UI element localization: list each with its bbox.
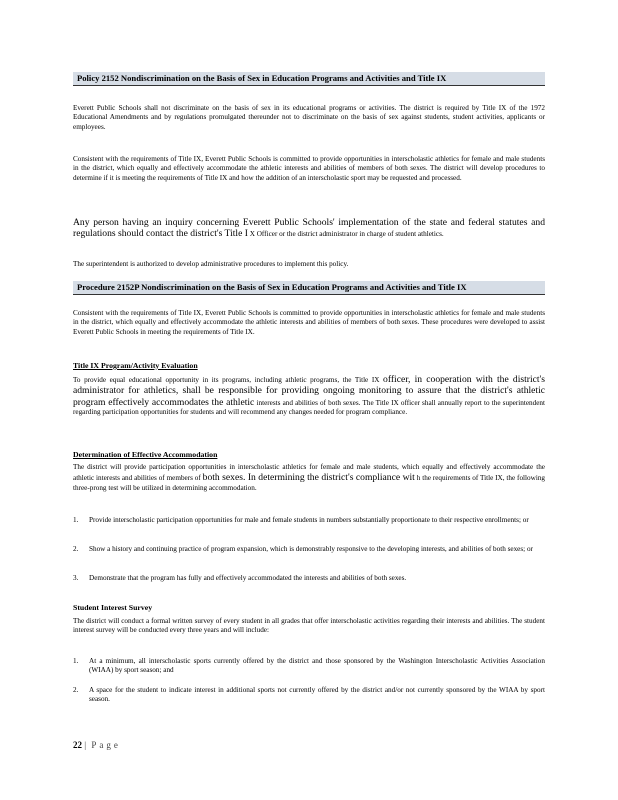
evaluation-text-large: officer, in cooperation with the district's administrator for athletics, shall be responsible for providing ongoing monitoring to assure that the district's athletic program effectively accommodates the athletic [73,374,546,408]
accommodation-text-small-1: The district will provide participation opportunities in interscholastic athletics for female and male students, which equally and effectively accommodate the athletic interests and abilities of members of [73,463,545,483]
list-number: 2. [73,686,79,694]
procedure-header: Procedure 2152P Nondiscrimination on the Basis of Sex in Education Programs and Activities and Title IX [73,281,545,295]
list-text: At a minimum, all interscholastic sports currently offered by the district and those sponsored by the Washington Interscholastic Activities Association (WIAA) by sport season; and [89,657,545,675]
survey-paragraph: The district will conduct a formal written survey of every student in all grades that offer interscholastic activities regarding their interests and abilities. The student interest survey will be conducted every three years and will include: [73,617,545,635]
accommodation-paragraph [73,463,545,493]
evaluation-paragraph [73,374,545,418]
policy-contact-text-small: X Officer or the district administrator in charge of student athletics. [249,230,444,239]
list-text: Provide interscholastic participation opportunities for male and female students in numbers substantially proportionate to their respective enrollments; or [89,516,529,524]
survey-heading: Student Interest Survey [73,603,153,612]
policy-paragraph-2: Consistent with the requirements of Title IX, Everett Public Schools is committed to provide opportunities in interscholastic athletics for female and male students in the district, which equally and effectively accommodate the athletic interests and abilities of members of both sexes. The district will develop procedures to determine if it is meeting the requirements of Title IX and how the addition of an interscholastic sport may be requested and processed. [73,155,545,182]
accommodation-text-large: both sexes. In determining the district's compliance wit [202,472,415,484]
policy-contact-text: Any person having an inquiry concerning Everett Public Schools' implementation of the state and federal statutes and regulations should contact the district's Title I [73,217,545,240]
list-text: A space for the student to indicate interest in additional sports not currently offered by the district and/or not currently sponsored by the WIAA by sport season. [89,686,545,704]
list-number: 1. [73,657,79,665]
policy-paragraph-4: The superintendent is authorized to develop administrative procedures to implement this policy. [73,260,349,268]
list-number: 2. [73,545,79,553]
accommodation-heading: Determination of Effective Accommodation [73,450,218,459]
policy-paragraph-1: Everett Public Schools shall not discriminate on the basis of sex in its educational programs or activities. The district is required by Title IX of the 1972 Educational Amendments and by regulations promulgated thereunder not to discriminate on the basis of sex against students, student activities, applicants or employees. [73,104,545,131]
list-text: Demonstrate that the program has fully and effectively accommodated the interests and abilities of both sexes. [89,574,407,582]
page-number: 22 [73,740,82,750]
policy-header: Policy 2152 Nondiscrimination on the Basis of Sex in Education Programs and Activities and Title IX [73,72,545,86]
procedure-paragraph-1: Consistent with the requirements of Title IX, Everett Public Schools is committed to provide opportunities in interscholastic athletics for female and male students in the district, which equally and effectively accommodate the athletic interests and abilities of members of both sexes. These procedures were developed to assist Everett Public Schools in meeting the requirements of Title IX. [73,309,545,336]
evaluation-heading: Title IX Program/Activity Evaluation [73,361,198,370]
policy-paragraph-3 [73,217,545,240]
footer-separator: | [84,740,90,750]
accommodation-text-small-2: h the requirements of Title IX, the following three-prong test will be utilized in determining accommodation. [73,474,546,492]
list-number: 3. [73,574,79,582]
list-text: Show a history and continuing practice of program expansion, which is demonstrably responsive to the developing interests, and abilities of both sexes; or [89,545,533,553]
list-number: 1. [73,516,79,524]
page-footer [73,740,121,750]
evaluation-text-small-1: To provide equal educational opportunity in its programs, including athletic programs, the Title IX [73,376,380,384]
evaluation-text-small-2: interests and abilities of both sexes. The Title IX officer shall annually report to the superintendent regarding participation opportunities for students and will recommend any changes needed for program compliance. [73,398,545,417]
page-word: Page [91,740,121,750]
